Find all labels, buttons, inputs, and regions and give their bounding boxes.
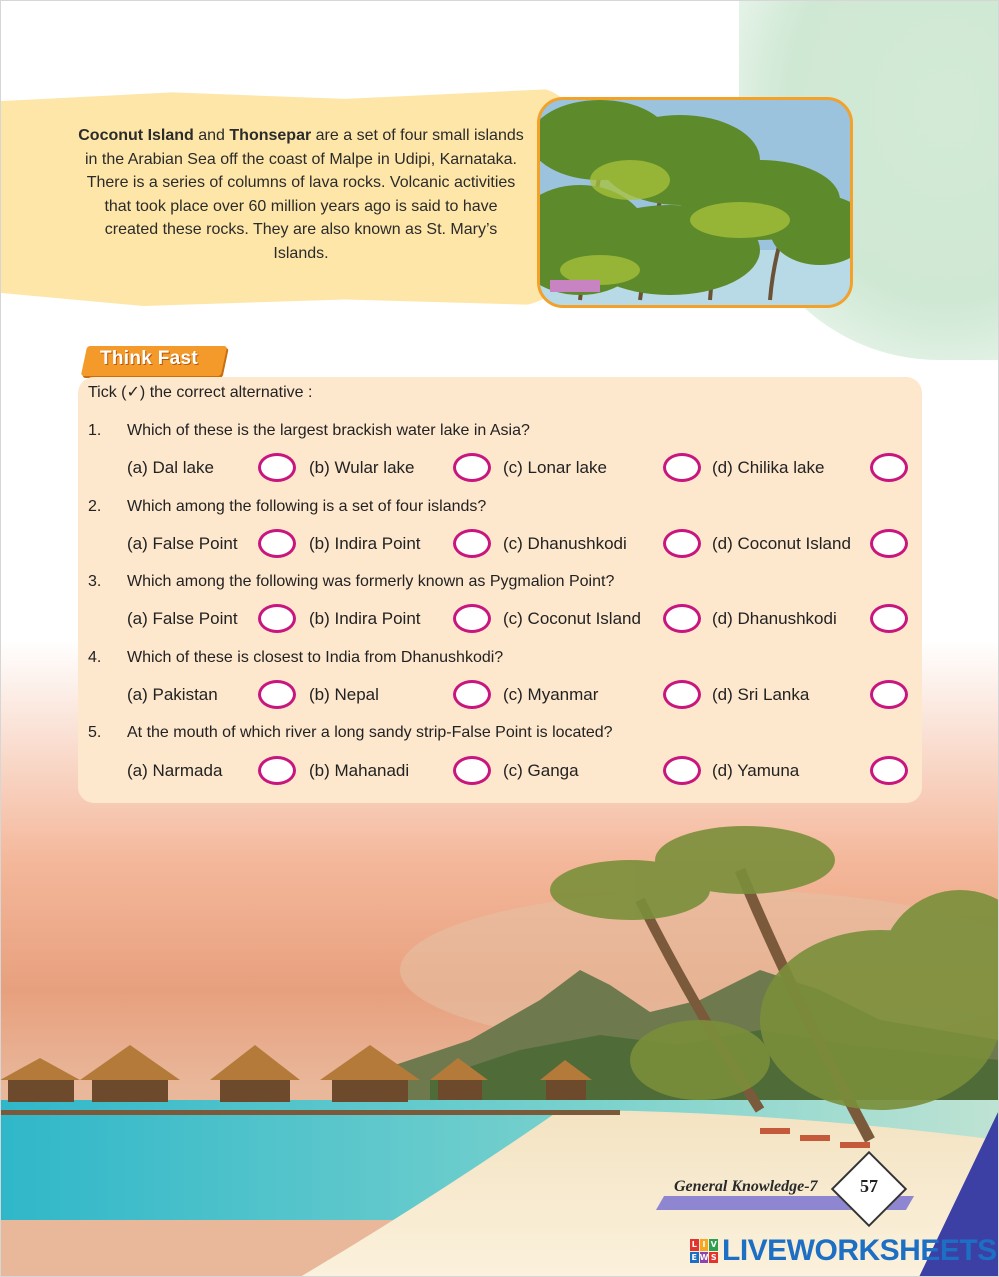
tick-box-q4-a[interactable]	[258, 680, 296, 709]
option-label: (c) Dhanushkodi	[503, 534, 627, 553]
option-label: (d) Sri Lanka	[712, 685, 810, 704]
option-label: (b) Nepal	[309, 685, 379, 704]
option-label: (c) Myanmar	[503, 685, 599, 704]
option-label: (c) Lonar lake	[503, 458, 607, 477]
tick-box-q2-c[interactable]	[663, 529, 701, 558]
page-number: 57	[860, 1176, 878, 1196]
option-label: (a) Dal lake	[127, 458, 214, 477]
option-label: (a) False Point	[127, 609, 238, 628]
option-label: (c) Ganga	[503, 761, 579, 780]
tick-box-q5-d[interactable]	[870, 756, 908, 785]
question-number: 3.	[88, 573, 102, 590]
tick-box-q1-d[interactable]	[870, 453, 908, 482]
tick-box-q4-c[interactable]	[663, 680, 701, 709]
tick-box-q1-c[interactable]	[663, 453, 701, 482]
option-label: (c) Coconut Island	[503, 609, 641, 628]
option-label: (b) Mahanadi	[309, 761, 410, 780]
question-text: Which of these is the largest brackish water lake in Asia?	[127, 422, 530, 439]
question-text: At the mouth of which river a long sandy strip-False Point is located?	[127, 724, 613, 741]
tick-box-q3-d[interactable]	[870, 604, 908, 633]
option-label: (a) Pakistan	[127, 685, 218, 704]
option-label: (a) False Point	[127, 534, 238, 553]
question-number: 1.	[88, 422, 102, 439]
tick-box-q2-d[interactable]	[870, 529, 908, 558]
question-number: 4.	[88, 649, 102, 666]
think-fast-label: Think Fast	[100, 348, 199, 369]
tick-box-q1-b[interactable]	[453, 453, 491, 482]
option-label: (a) Narmada	[127, 761, 223, 780]
question-text: Which among the following was formerly known as Pygmalion Point?	[127, 573, 615, 590]
option-label: (b) Indira Point	[309, 534, 421, 553]
question-number: 5.	[88, 724, 102, 741]
tick-box-q4-b[interactable]	[453, 680, 491, 709]
liveworksheets-watermark	[690, 1234, 997, 1268]
option-label: (b) Wular lake	[309, 458, 415, 477]
tick-box-q4-d[interactable]	[870, 680, 908, 709]
liveworksheets-logo-icon: L I V E W S	[691, 1240, 717, 1262]
question-number: 2.	[88, 498, 102, 515]
book-title: General Knowledge-7	[674, 1178, 818, 1195]
tick-box-q3-a[interactable]	[258, 604, 296, 633]
option-label: (b) Indira Point	[309, 609, 421, 628]
option-label: (d) Chilika lake	[712, 458, 825, 477]
tick-box-q3-c[interactable]	[663, 604, 701, 633]
option-label: (d) Dhanushkodi	[712, 609, 837, 628]
question-text: Which of these is closest to India from Dhanushkodi?	[127, 649, 504, 666]
option-label: (d) Coconut Island	[712, 534, 851, 553]
tick-box-q5-a[interactable]	[258, 756, 296, 785]
option-label: (d) Yamuna	[712, 761, 800, 780]
tick-box-q5-b[interactable]	[453, 756, 491, 785]
tick-box-q5-c[interactable]	[663, 756, 701, 785]
fact-paragraph: Coconut Island and Thonsepar are a set of four small islands in the Arabian Sea off the coast of Malpe in Udipi, Karnataka. There is a series of columns of lava rocks. Volcanic activities that took place over 60 million years ago is said to have created these rocks. They are also known as St. Mary’s Islands.	[78, 127, 524, 262]
tick-box-q2-a[interactable]	[258, 529, 296, 558]
quiz-instruction: Tick (✓) the correct alternative :	[88, 384, 313, 401]
tick-box-q2-b[interactable]	[453, 529, 491, 558]
watermark-text: LIVEWORKSHEETS	[722, 1234, 997, 1267]
question-text: Which among the following is a set of four islands?	[127, 498, 487, 515]
coconut-island-photo	[537, 97, 853, 308]
tick-box-q1-a[interactable]	[258, 453, 296, 482]
tick-box-q3-b[interactable]	[453, 604, 491, 633]
